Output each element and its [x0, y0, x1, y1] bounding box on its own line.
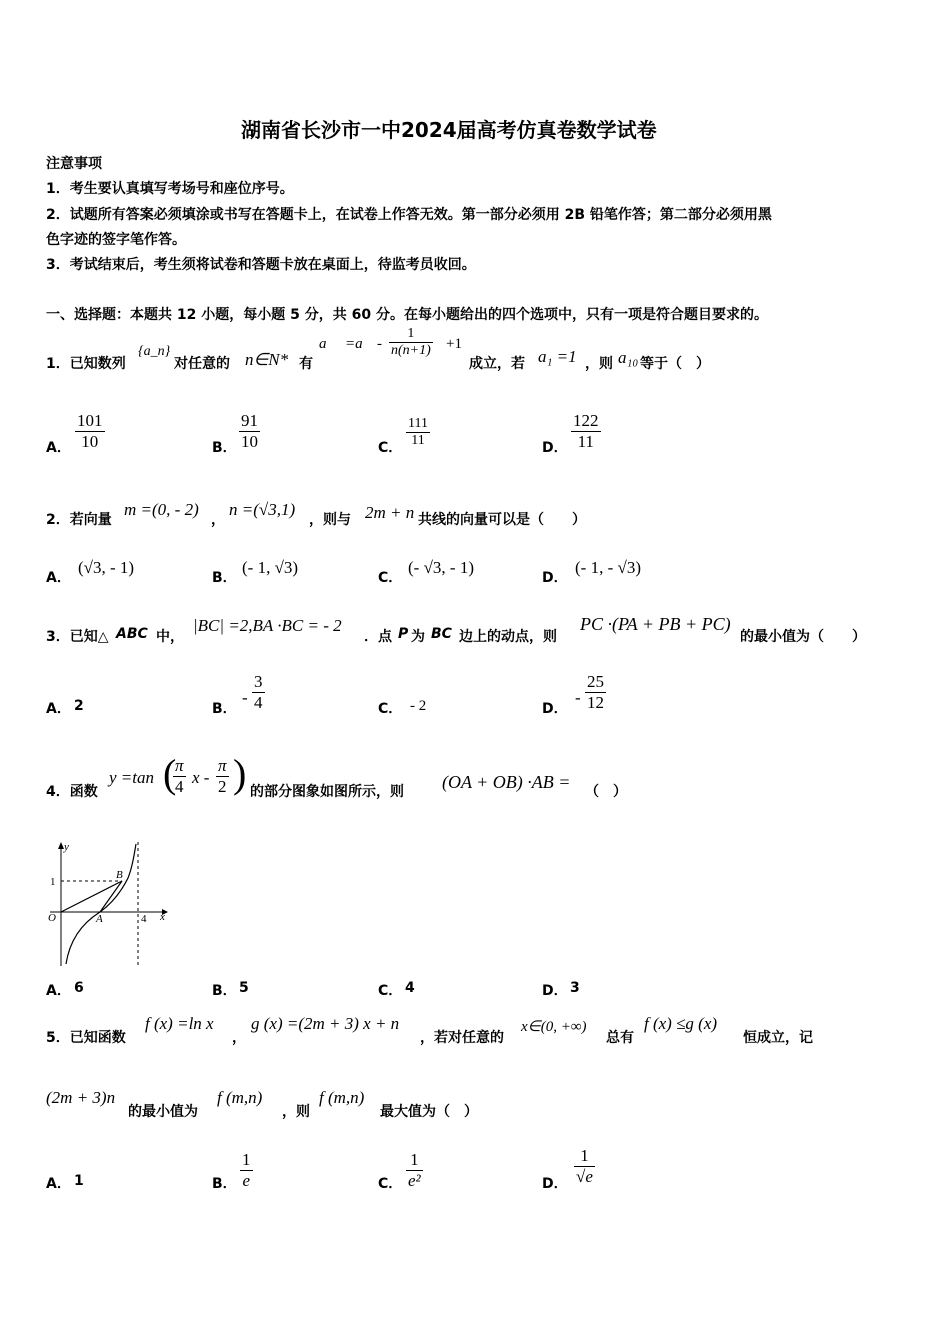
q5-d-den: √e: [576, 1167, 593, 1186]
q1-text-2: 对任意的: [174, 356, 230, 372]
q1-rec-num: 1: [407, 326, 415, 341]
q2-text-3: 共线的向量可以是（ ）: [418, 512, 586, 528]
q5-f: f (x) =ln x: [145, 1014, 214, 1033]
q2-option-b-value: (- 1, √3): [242, 558, 299, 577]
q4-option-a-value: 6: [74, 980, 84, 996]
q4-f2-den: 2: [216, 776, 229, 797]
q5-comma: ，: [232, 1030, 246, 1046]
q1-cond: n∈N*: [245, 350, 289, 369]
q4-frac-2: [216, 756, 229, 797]
q1-option-b-value: [239, 411, 260, 452]
q5-text-2: ，若对任意的: [420, 1030, 504, 1046]
q1-text-4: 成立，若: [469, 356, 525, 372]
q5-fmn: f (m,n): [217, 1088, 263, 1107]
q5-option-a-value: 1: [74, 1173, 84, 1189]
q2-option-a-value: (√3, - 1): [78, 558, 135, 577]
q1-rec-plus: +1: [446, 336, 462, 352]
q5-d-num: 1: [580, 1146, 589, 1165]
q1-init: a₁ =1: [538, 347, 577, 366]
q5-b-num: 1: [242, 1150, 251, 1169]
q1-d-den: 11: [571, 431, 601, 452]
q3-text-3: ．点: [364, 629, 392, 645]
note-item-1: 1．考生要认真填写考场号和座位序号。: [46, 181, 294, 197]
q5-option-d-value: [574, 1146, 595, 1187]
q4-option-a-label[interactable]: A．: [46, 983, 71, 999]
q1-rec-minus: -: [377, 336, 382, 352]
q4-text-3: （ ）: [585, 784, 627, 800]
q1-rec-left: a: [319, 336, 327, 352]
q5-text-6: ，则: [282, 1104, 310, 1120]
q2-option-d-label[interactable]: D．: [542, 570, 568, 586]
q5-g: g (x) =(2m + 3) x + n: [251, 1014, 400, 1033]
q5-c-num: 1: [410, 1150, 419, 1169]
q4-graph-label-o: O: [48, 912, 56, 924]
q4-paren-right: ): [233, 751, 247, 796]
page-title: 湖南省长沙市一中2024届高考仿真卷数学试卷: [241, 118, 657, 142]
q4-option-c-label[interactable]: C．: [378, 983, 403, 999]
q3-option-c-label[interactable]: C．: [378, 701, 403, 717]
q1-option-b-label[interactable]: B．: [212, 440, 237, 456]
q3-b-den: 4: [254, 693, 263, 712]
q3-option-b-value: [252, 672, 265, 713]
q1-c-num: 111: [408, 416, 428, 431]
q4-graph-label-four: 4: [141, 913, 147, 925]
q1-text-5: ，则: [585, 356, 613, 372]
q4-expr: (OA + OB) ·AB =: [442, 772, 571, 792]
q4-graph-label-a: A: [96, 913, 103, 925]
q1-option-d-label[interactable]: D．: [542, 440, 568, 456]
q5-option-c-value: [406, 1150, 423, 1191]
q1-b-num: 91: [241, 411, 258, 430]
q1-d-num: 122: [573, 411, 599, 430]
q4-func-left: y =tan: [109, 768, 154, 787]
q5-option-a-label[interactable]: A．: [46, 1176, 71, 1192]
q4-option-b-label[interactable]: B．: [212, 983, 237, 999]
q4-graph-segment-ab: [100, 881, 122, 912]
q3-d-num: 25: [587, 672, 604, 691]
q1-text-6: 等于（ ）: [640, 356, 710, 372]
q3-text-6: 的最小值为（ ）: [740, 629, 866, 645]
q5-fmn-2: f (m,n): [319, 1088, 365, 1107]
q2-expr: 2m + n: [365, 503, 415, 522]
q2-option-b-label[interactable]: B．: [212, 570, 237, 586]
q2-option-c-label[interactable]: C．: [378, 570, 403, 586]
q2-text-1: 2．若向量: [46, 512, 112, 528]
q2-option-c-value: (- √3, - 1): [408, 558, 474, 577]
q5-text-7: 最大值为（ ）: [380, 1104, 478, 1120]
q4-option-d-label[interactable]: D．: [542, 983, 568, 999]
q4-graph-segment-ob: [61, 881, 122, 912]
q3-expr: PC ·(PA + PB + PC): [580, 614, 731, 634]
q1-a-num: 101: [77, 411, 103, 430]
q1-target: a₁₀: [618, 348, 639, 367]
note-item-2a: 2．试题所有答案必须填涂或书写在答题卡上，在试卷上作答无效。第一部分必须用 2B 铅笔作答；第二部分必须用黑: [46, 207, 772, 223]
q2-vector-n: n =(√3,1): [229, 500, 296, 519]
q3-option-a-label[interactable]: A．: [46, 701, 71, 717]
section-heading: 一、选择题：本题共 12 小题，每小题 5 分，共 60 分。在每小题给出的四个选项中，只有一项是符合题目要求的。: [46, 307, 768, 323]
q3-option-a-value: 2: [74, 698, 84, 714]
q4-xminus: x -: [192, 768, 210, 787]
note-item-3: 3．考试结束后，考生须将试卷和答题卡放在桌面上，待监考员收回。: [46, 257, 476, 273]
note-item-2b: 色字迹的签字笔作答。: [46, 232, 186, 248]
q3-option-c-value: - 2: [410, 698, 427, 714]
q3-text-2: 中，: [156, 629, 184, 645]
q5-expr: (2m + 3)n: [46, 1088, 116, 1107]
q5-inequality: f (x) ≤g (x): [644, 1014, 718, 1033]
q5-option-c-label[interactable]: C．: [378, 1176, 403, 1192]
q2-vector-m: m =(0, - 2): [124, 500, 199, 519]
q3-option-b-label[interactable]: B．: [212, 701, 237, 717]
q1-option-c-label[interactable]: C．: [378, 440, 403, 456]
q5-text-3: 总有: [606, 1030, 634, 1046]
q1-text-1: 1．已知数列: [46, 356, 126, 372]
q1-option-c-value: [406, 416, 430, 449]
q5-text-4: 恒成立，记: [743, 1030, 813, 1046]
q3-option-b-sign: -: [242, 688, 248, 707]
q3-cond: |BC| =2,BA ·BC = - 2: [193, 616, 342, 635]
q2-text-2: ，则与: [309, 512, 351, 528]
q4-option-c-value: 4: [405, 980, 415, 996]
q4-frac-1: [173, 756, 186, 797]
q4-paren-left: (: [163, 751, 177, 796]
q3-option-d-label[interactable]: D．: [542, 701, 568, 717]
q1-option-a-label[interactable]: A．: [46, 440, 71, 456]
q4-graph-label-b: B: [116, 869, 123, 881]
q4-option-b-value: 5: [239, 980, 249, 996]
q5-domain: x∈(0, +∞): [521, 1019, 587, 1035]
q5-text-5: 的最小值为: [128, 1104, 198, 1120]
q4-f2-num: π: [218, 756, 227, 775]
q3-triangle: ABC: [116, 626, 148, 642]
q4-graph-label-one: 1: [50, 876, 56, 888]
q3-text-5: 边上的动点，则: [459, 629, 557, 645]
q1-c-den: 11: [406, 432, 430, 449]
q1-option-a-value: [75, 411, 105, 452]
q2-comma: ，: [211, 512, 225, 528]
q3-option-d-value: [585, 672, 606, 713]
q1-b-den: 10: [241, 432, 258, 451]
q4-option-d-value: 3: [570, 980, 580, 996]
q4-graph-label-x: x: [160, 911, 165, 923]
q1-option-d-value: [571, 411, 601, 452]
q5-option-b-value: [240, 1150, 253, 1191]
notes-heading: 注意事项: [46, 156, 102, 172]
q3-option-d-sign: -: [575, 688, 581, 707]
q3-text-4: 为: [411, 629, 425, 645]
q3-d-den: 12: [587, 693, 604, 712]
q5-text-1: 5．已知函数: [46, 1030, 126, 1046]
q5-b-den: e: [240, 1170, 253, 1191]
q1-rec-den: n(n+1): [391, 343, 431, 358]
q5-option-b-label[interactable]: B．: [212, 1176, 237, 1192]
q3-segment-bc: BC: [431, 626, 452, 642]
q4-f1-den: 4: [173, 776, 186, 797]
q5-c-den: e²: [408, 1171, 421, 1190]
q3-b-num: 3: [254, 672, 263, 691]
q1-rec-frac: [389, 326, 433, 359]
q4-f1-num: π: [175, 756, 184, 775]
q4-text-2: 的部分图象如图所示，则: [250, 784, 404, 800]
q5-option-d-label[interactable]: D．: [542, 1176, 568, 1192]
q4-text-1: 4．函数: [46, 784, 98, 800]
q1-a-den: 10: [75, 431, 105, 452]
q3-point-p: P: [398, 626, 409, 642]
q3-text-1: 3．已知△: [46, 629, 109, 645]
q4-graph-label-y: y: [64, 841, 69, 853]
q2-option-d-value: (- 1, - √3): [575, 558, 641, 577]
q1-text-3: 有: [299, 356, 313, 372]
q4-tan-graph: [44, 838, 174, 970]
q2-option-a-label[interactable]: A．: [46, 570, 71, 586]
q1-rec-mid: =a: [345, 336, 363, 352]
q1-seq: {a_n}: [138, 344, 171, 359]
